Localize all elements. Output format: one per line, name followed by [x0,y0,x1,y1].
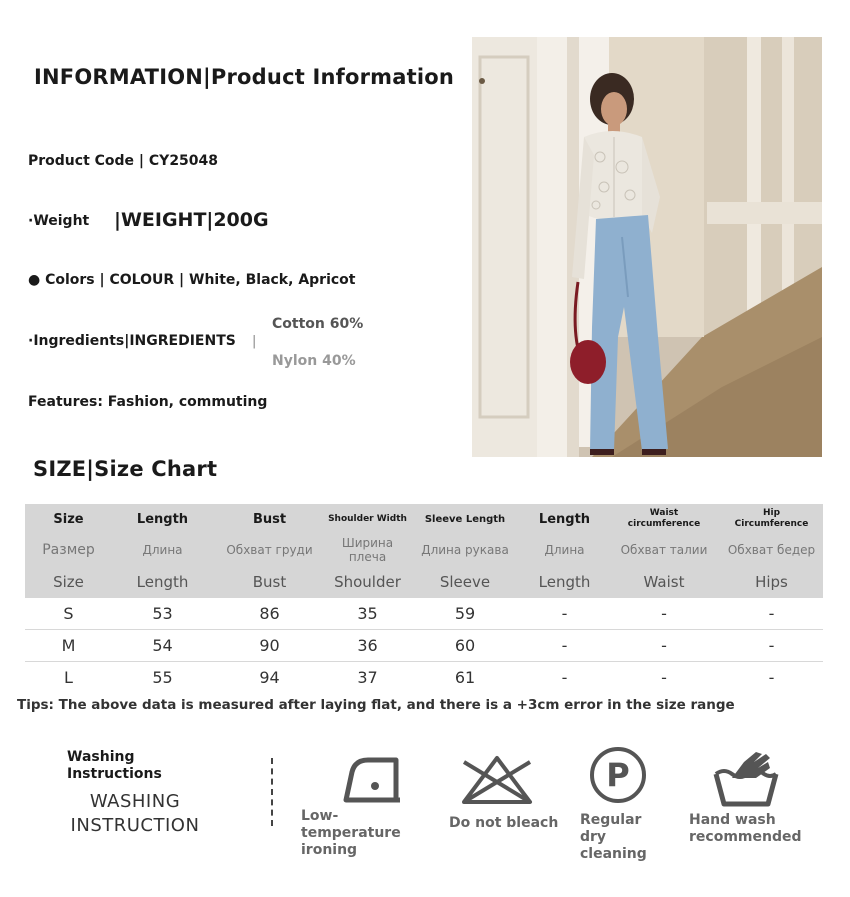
table-cell: 86 [213,598,326,630]
table-cell: - [661,668,667,687]
ingredients-label: ·Ingredients|INGREDIENTS [28,333,236,349]
table-cell: 61 [454,668,476,687]
header-cell: Размер [25,534,112,566]
weight-label: ·Weight [28,213,90,229]
table-cell: - [608,598,720,630]
table-cell: 53 [112,598,213,630]
header-cell: Bust [213,566,326,598]
washing-subtitle-line2: INSTRUCTION [70,815,200,836]
table-header-short [25,566,823,598]
washing-subtitle-line1: WASHING [89,791,181,812]
table-cell: 90 [213,630,326,662]
table-header-en [25,504,823,534]
hand-wash-icon [710,748,780,812]
size-table [25,504,823,693]
features: Features: Fashion, commuting [28,394,268,410]
no-bleach-label: Do not bleach [449,815,559,831]
table-cell: - [521,630,608,662]
table-cell: S [25,598,112,630]
info-title: INFORMATION|Product Information [34,65,455,89]
header-cell: Length [112,504,213,534]
header-cell: Hip Circumference [720,504,823,534]
table-cell: 54 [112,630,213,662]
size-tips: Tips: The above data is measured after laying flat, and there is a +3cm error in the size range [17,697,735,713]
header-cell: Length [112,566,213,598]
product-code: Product Code | CY25048 [28,153,219,169]
ironing-label: Low-temperature ironing [301,808,401,858]
header-cell: Hips [720,566,823,598]
weight-value: |WEIGHT|200G [114,209,269,231]
table-row [25,598,823,630]
hand-wash-label: Hand wash recommended [689,812,802,845]
table-cell: 36 [326,630,409,662]
table-cell: M [25,630,112,662]
header-cell: Sleeve Length [409,504,521,534]
header-cell: Ширина плеча [326,534,409,566]
table-cell: 35 [326,598,409,630]
washing-title: Washing Instructions [67,749,162,782]
header-cell: Length [521,566,608,598]
table-cell: 94 [259,668,280,687]
table-cell: - [768,668,775,687]
header-cell: Size [25,566,112,598]
size-chart-title: SIZE|Size Chart [33,457,218,481]
header-cell: Длина [521,534,608,566]
table-cell: - [720,630,823,662]
header-cell: Bust [213,504,326,534]
header-cell: Waist circumference [608,504,720,534]
header-cell: Length [521,504,608,534]
table-cell: L [64,668,73,687]
header-cell: Длина [112,534,213,566]
header-cell: Обхват груди [213,534,326,566]
table-cell: 37 [357,668,378,687]
table-cell: - [561,668,568,687]
header-cell: Waist [608,566,720,598]
header-cell: Shoulder [326,566,409,598]
ingredients-separator: | [252,334,257,349]
ingredient-cotton: Cotton 60% [272,316,364,332]
table-header-ru [25,534,823,566]
no-bleach-icon [458,752,536,812]
header-cell: Обхват талии [608,534,720,566]
table-cell: 59 [409,598,521,630]
header-cell: Sleeve [409,566,521,598]
ingredient-nylon: Nylon 40% [272,353,356,369]
table-cell: - [521,598,608,630]
header-cell: Длина рукава [409,534,521,566]
header-cell: Shoulder Width [326,504,409,534]
table-row [25,630,823,662]
table-cell: - [608,630,720,662]
washing-divider [271,758,273,826]
table-cell: - [720,598,823,630]
table-cell: 60 [409,630,521,662]
washing-subtitle [40,790,230,838]
colors: ● Colors | COLOUR | White, Black, Apricot [28,272,356,288]
dry-clean-label: Regular dry cleaning [580,812,647,862]
header-cell: Size [25,504,112,534]
table-cell: 55 [152,668,173,687]
table-row [25,662,823,694]
product-photo [472,37,822,457]
iron-icon [338,752,408,812]
header-cell: Обхват бедер [720,534,823,566]
dry-clean-icon: P [590,747,646,803]
